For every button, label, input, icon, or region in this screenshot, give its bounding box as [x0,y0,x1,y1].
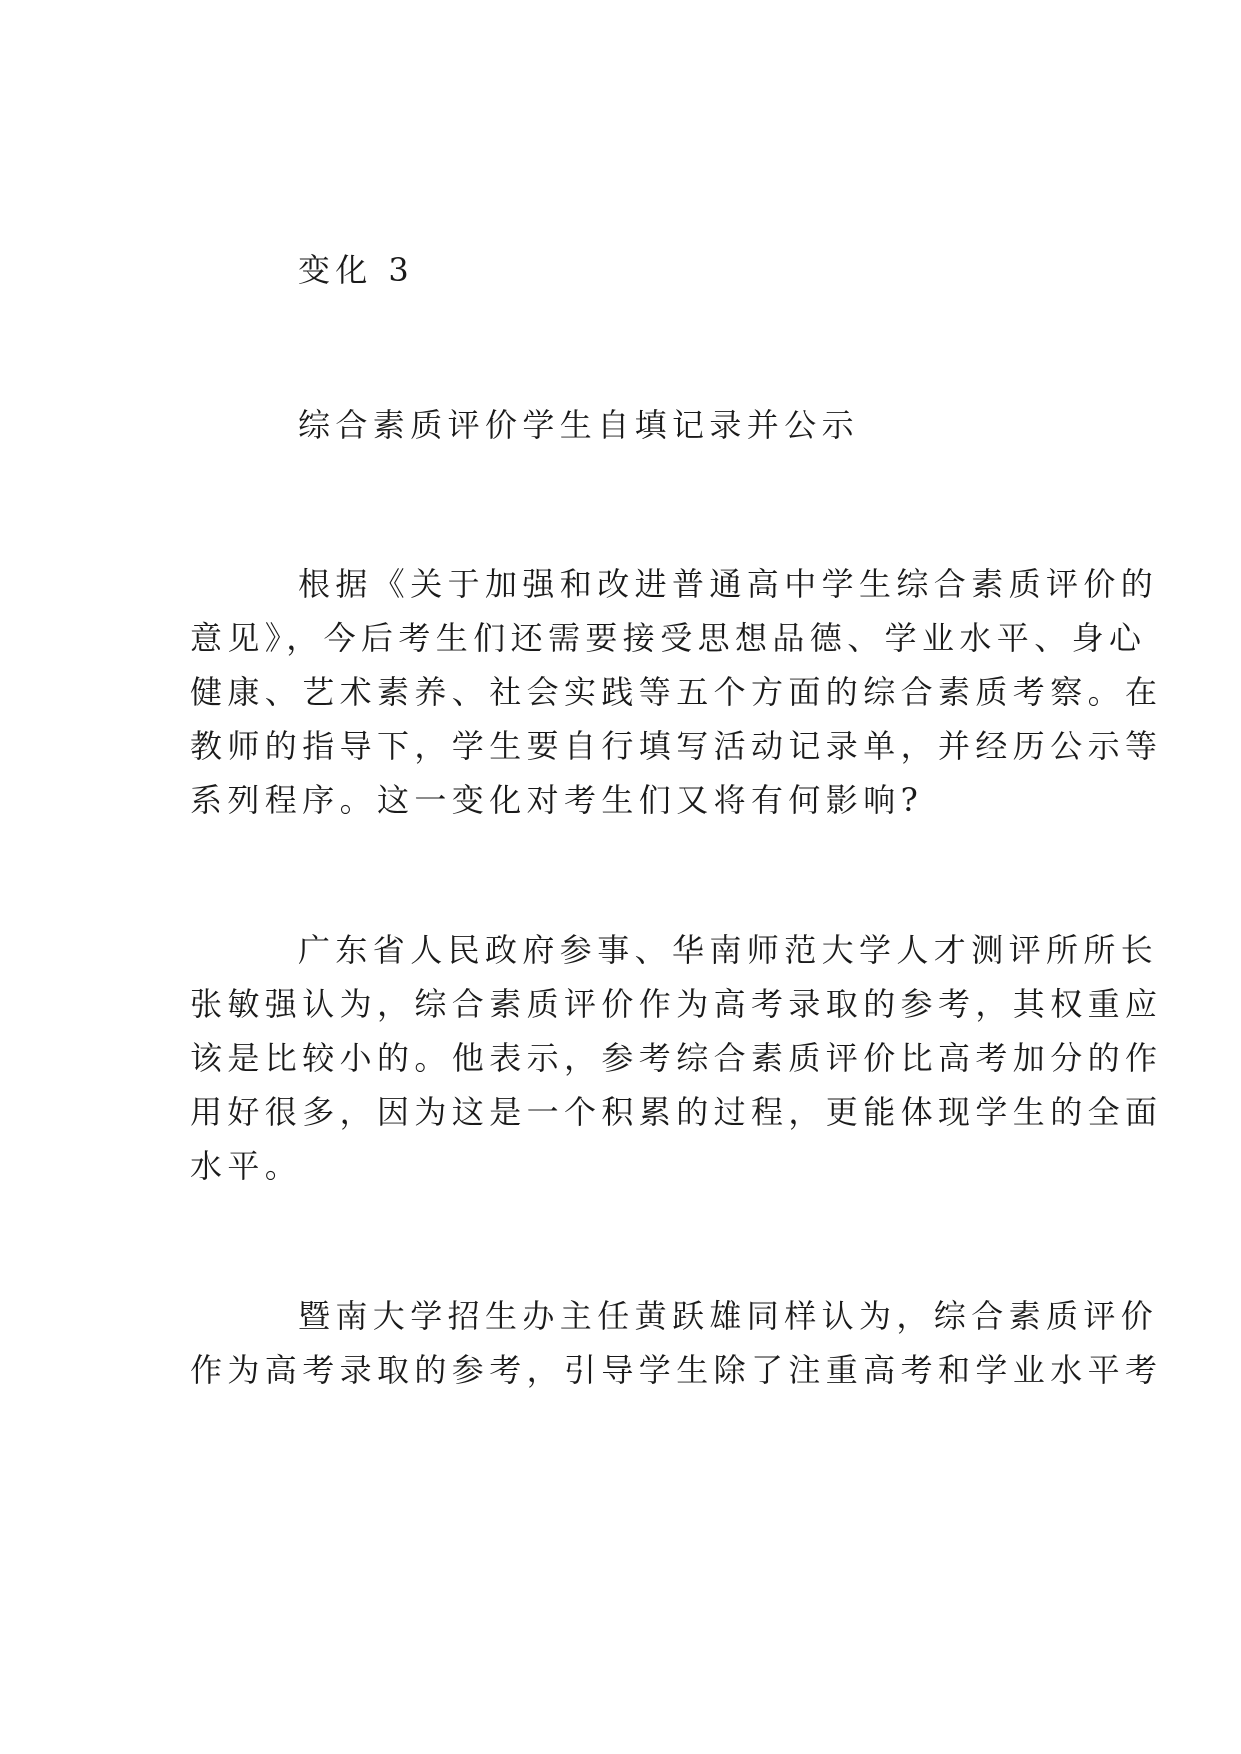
section-title: 综合素质评价学生自填记录并公示 [298,406,860,444]
paragraph-line: 作为高考录取的参考，引导学生除了注重高考和学业水平考 [190,1351,1163,1389]
paragraph-line: 根据《关于加强和改进普通高中学生综合素质评价的 [298,565,1159,603]
paragraph-line: 水平。 [190,1147,303,1185]
paragraph-line: 该是比较小的。他表示，参考综合素质评价比高考加分的作 [190,1039,1163,1077]
paragraph-line: 意见》，今后考生们还需要接受思想品德、学业水平、身心 [190,619,1147,657]
paragraph-line: 广东省人民政府参事、华南师范大学人才测评所所长 [298,931,1159,969]
paragraph-line: 健康、艺术素养、社会实践等五个方面的综合素质考察。在 [190,673,1163,711]
paragraph-line: 用好很多，因为这是一个积累的过程，更能体现学生的全面 [190,1093,1163,1131]
paragraph-line: 系列程序。这一变化对考生们又将有何影响? [190,781,924,819]
paragraph-line: 教师的指导下，学生要自行填写活动记录单，并经历公示等 [190,727,1163,765]
paragraph-line: 暨南大学招生办主任黄跃雄同样认为，综合素质评价 [298,1297,1159,1335]
paragraph-line: 张敏强认为，综合素质评价作为高考录取的参考，其权重应 [190,985,1163,1023]
section-heading: 变化 3 [298,251,415,289]
